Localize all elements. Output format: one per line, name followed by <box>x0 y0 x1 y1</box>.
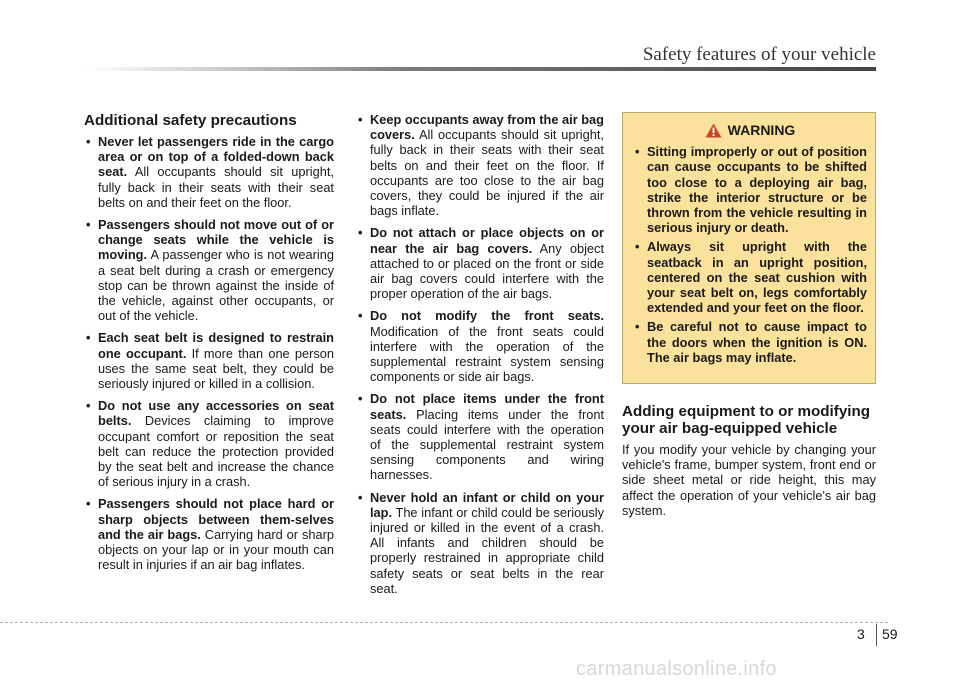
precaution-item <box>356 112 604 218</box>
precaution-item-text: If more than one person uses the same seat belt, they could be seriously injured or killed in a collision. <box>98 345 334 392</box>
adding-equipment-body: If you modify your vehicle by changing your vehicle's frame, bumper system, front end or side sheet metal or ride height, this may affect the operation of your vehicle's air bag system. <box>622 442 876 518</box>
right-column <box>622 112 876 518</box>
section-header-title: Safety features of your vehicle <box>642 44 876 65</box>
precaution-item <box>84 134 334 210</box>
precaution-item-bold: Each seat belt is designed to restrain one occupant. <box>98 330 334 361</box>
precaution-item-bold: Do not place items under the front seats. <box>370 391 604 422</box>
warning-item: • Always sit upright with the seatback in an upright position, centered on the seat cushion with your seat belt on, legs comfortably extended and your feet on the floor. <box>633 239 867 315</box>
precaution-item-bold: Do not modify the front seats. <box>370 308 604 324</box>
header-rule <box>84 67 876 71</box>
left-column <box>84 112 334 579</box>
precaution-item-text: Placing items under the front seats could interfere with the operation of the supplemental restraint system sensing components and wiring harnesses. <box>370 406 604 483</box>
precaution-item <box>356 391 604 482</box>
precaution-item-bold: Do not use any accessories on seat belts. <box>98 398 334 429</box>
precaution-item <box>356 225 604 301</box>
precaution-item <box>356 308 604 384</box>
additional-precautions-title: Additional safety precautions <box>84 112 297 129</box>
page-number: 59 <box>882 626 898 642</box>
watermark: carmanualsonline.info <box>576 658 777 680</box>
precaution-item <box>84 217 334 323</box>
precaution-item <box>84 398 334 489</box>
warning-triangle-icon <box>705 123 722 138</box>
precaution-item-bold: Passengers should not place hard or sharp objects between them-selves and the air bags. <box>98 496 334 542</box>
precaution-item-text: Carrying hard or sharp objects on your lap or in your mouth can result in injuries if an air bag inflates. <box>98 526 334 573</box>
precaution-item-bold: Keep occupants away from the air bag covers. <box>370 112 604 143</box>
precaution-item-text: Any object attached to or placed on the front or side air bag covers could interfere with the proper operation of the air bags. <box>370 240 604 302</box>
precaution-item-text: Devices claiming to improve occupant comfort or reposition the seat belt can reduce the protection provided by the seat belt and increase the chance of serious injury in a crash. <box>98 413 334 490</box>
precaution-item-text: A passenger who is not wearing a seat belt during a crash or emergency stop can be thrown against the inside of the vehicle, against other occupants, or out of the vehicle. <box>98 247 334 324</box>
precaution-item-bold: Never hold an infant or child on your lap. <box>370 489 604 520</box>
precaution-item-text: All occupants should sit upright, fully back in their seats with their seat belts on and their feet on the floor. If occupants are too close to the air bag covers, they could be injured if the air bags inflate. <box>370 127 604 219</box>
middle-column <box>356 112 604 603</box>
precaution-item <box>84 496 334 572</box>
warning-header <box>633 123 867 138</box>
warning-title: WARNING <box>727 122 796 138</box>
precaution-item-text: Modification of the front seats could interfere with the operation of the supplemental restraint system sensing components or side air bags. <box>370 323 604 385</box>
chapter-number: 3 <box>857 626 865 642</box>
precaution-item <box>84 330 334 391</box>
precaution-item-text: All occupants should sit upright, fully back in their seats with their seat belts on and their feet on the floor. <box>98 164 334 210</box>
warning-item: • Sitting improperly or out of position can cause occupants to be shifted too close to a deploying air bag, strike the interior structure or be thrown from the vehicle resulting in serious injury or death. <box>633 144 867 235</box>
precaution-item <box>356 490 604 596</box>
precaution-item-bold: Passengers should not move out of or change seats while the vehicle is moving. <box>98 217 334 263</box>
precaution-item-bold: Do not attach or place objects on or near the air bag covers. <box>370 225 604 256</box>
warning-item: • Be careful not to cause impact to the doors when the ignition is ON. The air bags may inflate. <box>633 319 867 365</box>
footer-rule <box>0 622 888 623</box>
adding-equipment-title: Adding equipment to or modifying your air bag-equipped vehicle <box>622 403 871 438</box>
precaution-item-text: The infant or child could be seriously injured or killed in the event of a crash. All infants and children should be properly restrained in appropriate child safety seats or seat belts in the rear seat. <box>370 504 604 596</box>
warning-box <box>622 112 876 384</box>
precaution-item-bold: Never let passengers ride in the cargo area or on top of a folded-down back seat. <box>98 134 334 180</box>
page-number-divider <box>876 624 877 646</box>
